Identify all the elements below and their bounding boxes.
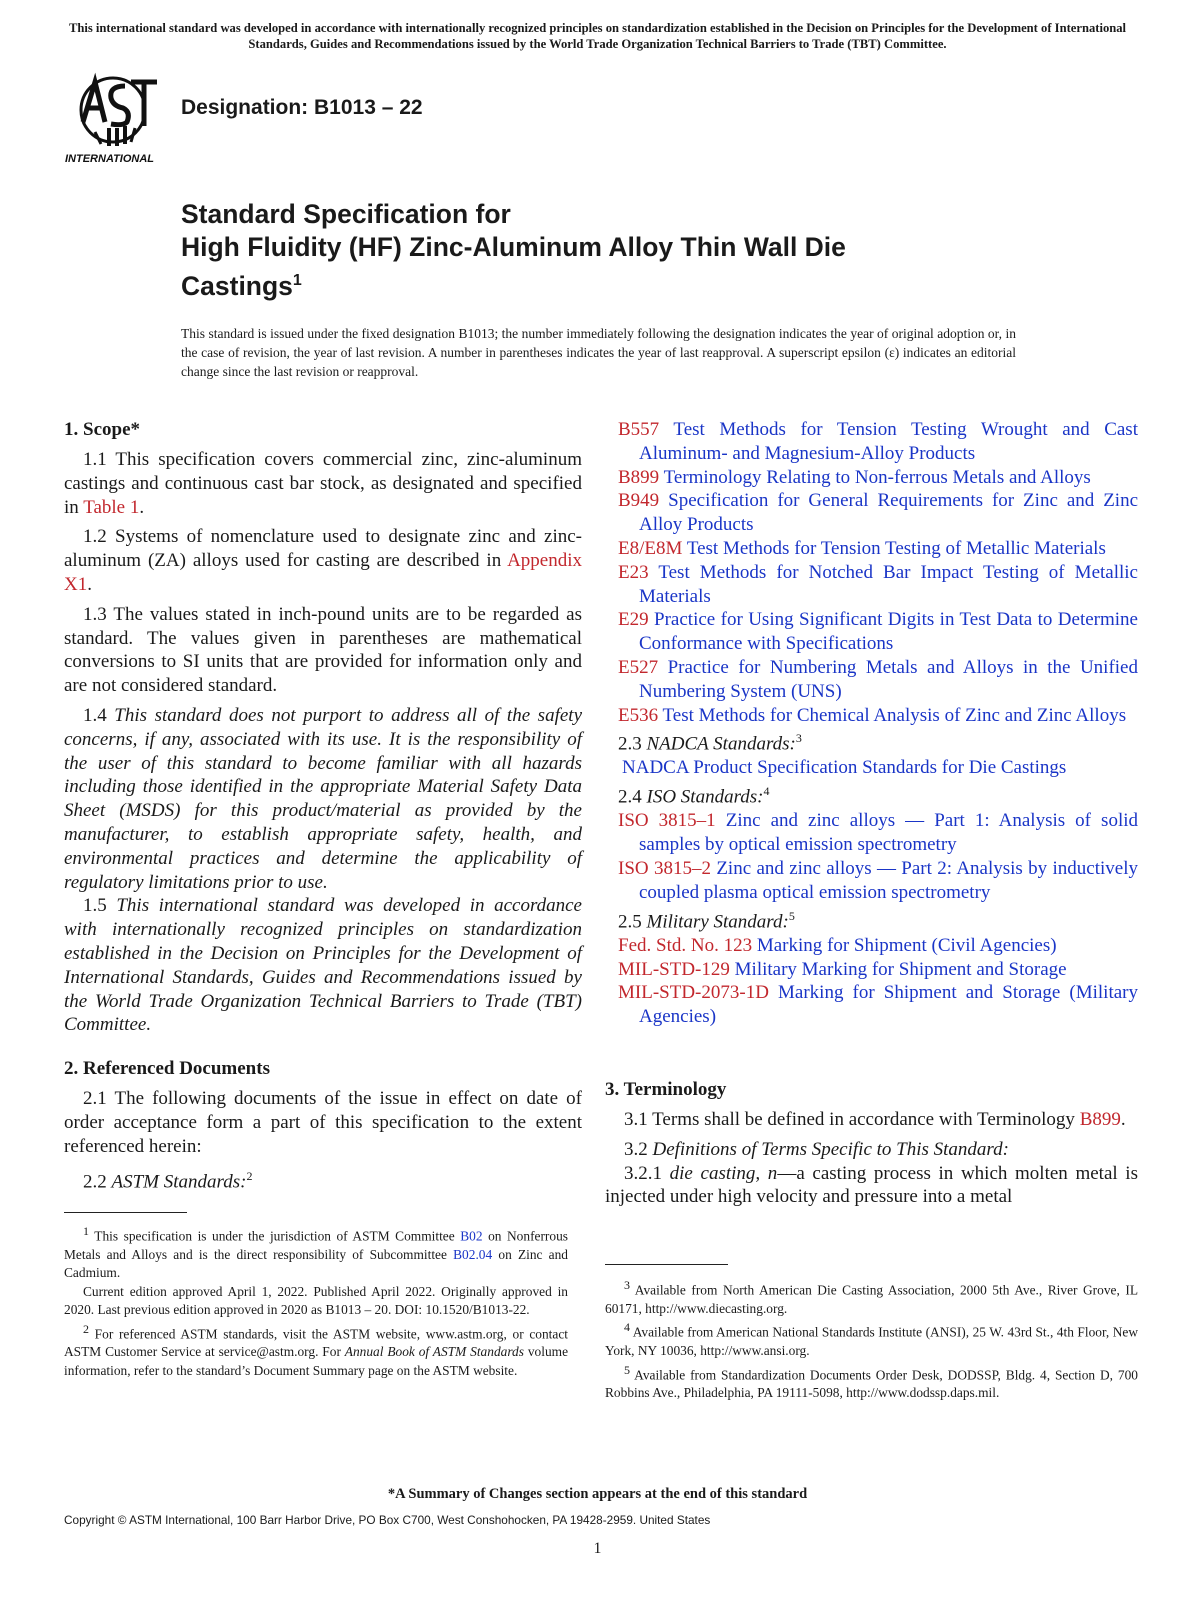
astm-standard-title-link[interactable]: Practice for Numbering Metals and Alloys in the Unified Numbering System (UNS): [639, 656, 1138, 702]
footnote-5-text: Available from Standardization Documents Order Desk, DODSSP, Bldg. 4, Section D, 700 Robbins Ave., Philadelphia, PA 19111-5098, http://www.dodssp.daps.mil.: [605, 1367, 1138, 1401]
footnote-3-mark-bottom: 3: [624, 1278, 630, 1292]
footnote-1-mark: 1: [83, 1224, 89, 1238]
iso-standards-label: ISO Standards:: [646, 786, 764, 808]
astm-logo-graphic: [65, 72, 169, 168]
footnote-divider-right: [605, 1264, 728, 1265]
referenced-2-3: [618, 727, 1138, 756]
astm-standards-list: [618, 418, 1138, 727]
astm-standard-title-link[interactable]: Test Methods for Notched Bar Impact Testing of Metallic Materials: [639, 561, 1138, 607]
title-line-2: High Fluidity (HF) Zinc-Aluminum Alloy Thin Wall Die: [181, 232, 846, 262]
footnote-1: [64, 1222, 568, 1283]
footnote-2-mark: 2: [246, 1168, 253, 1183]
referenced-2-5: [618, 905, 1138, 934]
military-standard-label: Military Standard:: [646, 910, 789, 932]
footnote-1-edition: Current edition approved April 1, 2022. Published April 2022. Originally approved in 2020. Last previous edition approved in 2020 as B1013 – 20. DOI: 10.1520/B1013-22.: [64, 1283, 568, 1318]
referenced-2-2-num: 2.2: [83, 1170, 112, 1192]
scope-1-2-text: 1.2 Systems of nomenclature used to designate zinc and zinc-aluminum (ZA) alloys used for casting are described in: [64, 526, 582, 572]
footnotes-left: [64, 1222, 568, 1380]
terminology-3-1: 3.1 Terms shall be defined in accordance with Terminology B899.: [624, 1109, 1126, 1130]
astm-international-logo: [65, 72, 169, 168]
astm-standard-item: [618, 656, 1138, 704]
astm-standard-code-link[interactable]: E536: [618, 704, 659, 726]
terminology-section: [605, 1078, 1138, 1215]
military-standard-title-link[interactable]: Military Marking for Shipment and Storage: [734, 958, 1067, 980]
astm-standard-code-link[interactable]: E29: [618, 609, 649, 631]
military-standard-item: [618, 981, 1138, 1029]
astm-standard-title-link[interactable]: Terminology Relating to Non-ferrous Metals and Alloys: [663, 466, 1091, 488]
iso-standard-title-link[interactable]: Zinc and zinc alloys — Part 2: Analysis by inductively coupled plasma optical emission spectrometry: [639, 858, 1138, 903]
footnote-4-text: Available from American National Standards Institute (ANSI), 25 W. 43rd St., 4th Floor, New York, NY 10036, http://www.ansi.org.: [605, 1324, 1138, 1359]
footnote-2-text-b: volume information, refer to the standard’s Document Summary page on the ASTM website.: [64, 1344, 569, 1378]
footnote-5-mark: 5: [788, 908, 795, 923]
referenced-2-5-num: 2.5: [618, 910, 647, 932]
referenced-2-1: 2.1 The following documents of the issue in effect on date of order acceptance form a part of this specification to the extent referenced herein:: [64, 1088, 582, 1157]
astm-standard-item: [618, 489, 1138, 537]
iso-standards-list: [618, 809, 1138, 904]
title-line-3: [181, 264, 1061, 303]
footnote-4: [605, 1318, 1138, 1360]
page-number: 1: [593, 1540, 602, 1557]
scope-1-5-text: This international standard was developed in accordance with internationally recognized principles on standardization established in the Decision on Principles for the Development of International Standards, Guides and Recommendations issued by the World Trade Organization Technical Barriers to Trade (TBT) Committee.: [64, 895, 582, 1036]
astm-standard-item: [618, 704, 1138, 728]
scope-1-1: 1.1 This specification covers commercial zinc, zinc-aluminum castings and continuous cast bar stock, as designated and specified in Table 1.: [64, 449, 582, 518]
footnote-3-mark: 3: [795, 731, 802, 746]
astm-standard-code-link[interactable]: B557: [618, 419, 660, 440]
terminology-3-2-1: [605, 1162, 1138, 1210]
footnote-2-mark-bottom: 2: [83, 1321, 89, 1336]
footnote-3: [605, 1276, 1138, 1318]
footnote-5: [605, 1361, 1138, 1403]
astm-standard-item: [618, 418, 1138, 466]
military-standard-title-link[interactable]: Marking for Shipment and Storage (Military Agencies): [639, 982, 1138, 1028]
copyright-line: Copyright © ASTM International, 100 Barr Harbor Drive, PO Box C700, West Conshohocken, PA 19428-2959. United States: [64, 1513, 711, 1527]
astm-standard-item: [618, 537, 1138, 561]
table-1-link[interactable]: Table 1: [83, 496, 140, 518]
scope-1-4: [64, 704, 582, 894]
logo-text: INTERNATIONAL: [65, 153, 155, 165]
astm-standard-item: [618, 561, 1138, 609]
footnote-1-text-a: This specification is under the jurisdiction of ASTM Committee: [89, 1228, 461, 1244]
military-standards-list: [618, 934, 1138, 1029]
title-footnote-mark: 1: [292, 272, 302, 289]
footnote-1-text-c: on Zinc and Cadmium.: [64, 1246, 569, 1281]
scope-1-3: 1.3 The values stated in inch-pound units are to be regarded as standard. The values given in parentheses are mathematical conversions to SI units that are provided for information only and are not considered standard.: [64, 603, 582, 697]
astm-standard-title-link[interactable]: Test Methods for Chemical Analysis of Zinc and Zinc Alloys: [662, 704, 1127, 726]
nadca-spec-link[interactable]: NADCA Product Specification Standards for Die Castings: [622, 757, 1067, 779]
b02-link[interactable]: B02: [460, 1228, 483, 1244]
referenced-2-2: [64, 1165, 582, 1194]
military-standard-item: [618, 934, 1138, 958]
footnote-4-mark: 4: [763, 784, 770, 799]
scope-1-4-text: This standard does not purport to address all of the safety concerns, if any, associated with its use. It is the responsibility of the user of this standard to become familiar with all hazards including those identified in the appropriate Material Safety Data Sheet (MSDS) for this product/material as provided by the manufacturer, to establish appropriate safety, health, and environmental practices and determine the applicability of regulatory limitations prior to use.: [64, 704, 582, 893]
iso-standard-code-link[interactable]: ISO 3815–1: [618, 810, 716, 832]
scope-heading: 1. Scope*: [64, 419, 140, 440]
scope-1-2: 1.2 Systems of nomenclature used to designate zinc and zinc-aluminum (ZA) alloys used for casting are described in Appendix X1.: [64, 526, 582, 595]
scope-1-1-text: 1.1 This specification covers commercial zinc, zinc-aluminum castings and continuous cast bar stock, as designated and specified in: [64, 449, 582, 518]
nadca-standards-label: NADCA Standards:: [646, 733, 796, 755]
footnote-2: [64, 1320, 568, 1381]
military-standard-code-link[interactable]: Fed. Std. No. 123: [618, 934, 753, 956]
footnote-divider-left: [64, 1212, 187, 1213]
scope-1-4-num: 1.4: [83, 704, 115, 726]
footnotes-right: [605, 1276, 1138, 1403]
terminology-3-2-1-num: 3.2.1: [624, 1162, 670, 1184]
die-casting-definition: —a casting process in which molten metal is injected under high velocity and pressure into a metal: [605, 1162, 1138, 1208]
intro-paragraph: This standard is issued under the fixed designation B1013; the number immediately following the designation indicates the year of original adoption or, in the case of revision, the year of last revision. A number in parentheses indicates the year of last reapproval. A superscript epsilon (ε) indicates an editorial change since the last revision or reapproval.: [181, 326, 1016, 379]
military-standard-code-link[interactable]: MIL-STD-129: [618, 958, 730, 980]
referenced-documents-heading: 2. Referenced Documents: [64, 1058, 270, 1080]
iso-standard-item: [618, 809, 1138, 857]
astm-standard-code-link[interactable]: B949: [618, 490, 660, 512]
military-standard-code-link[interactable]: MIL-STD-2073-1D: [618, 982, 769, 1004]
footnote-2-text-a: For referenced ASTM standards, visit the ASTM website, www.astm.org, or contact ASTM Customer Service at service@astm.org. For: [64, 1325, 568, 1360]
iso-standard-item: [618, 857, 1138, 905]
footnote-5-mark-bottom: 5: [624, 1362, 630, 1377]
title-line-3-text: Castings: [181, 270, 293, 301]
footnote-3-text: Available from North American Die Casting Association, 2000 5th Ave., River Grove, IL 60171, http://www.diecasting.org.: [605, 1282, 1138, 1316]
summary-of-changes-note: *A Summary of Changes section appears at the end of this standard: [387, 1486, 808, 1502]
header-notice: This international standard was developed in accordance with internationally recognized principles on standardization established in the Decision on Principles for the Development of International Standards, Guides and Recommendations issued by the World Trade Organization Technical Barriers to Trade (TBT) Committee.: [68, 21, 1127, 51]
scope-1-5-num: 1.5: [83, 895, 117, 917]
title-line-1: Standard Specification for: [181, 199, 511, 229]
left-column: [64, 418, 582, 1200]
astm-standard-code-link[interactable]: E23: [618, 561, 649, 583]
iso-standard-code-link[interactable]: ISO 3815–2: [618, 858, 711, 879]
astm-standard-code-link[interactable]: B899: [618, 466, 660, 488]
referenced-2-4-num: 2.4: [618, 786, 647, 808]
b899-link[interactable]: B899: [1079, 1109, 1121, 1130]
referenced-2-3-num: 2.3: [618, 733, 647, 755]
astm-standard-code-link[interactable]: E527: [618, 656, 659, 678]
terminology-heading: 3. Terminology: [605, 1079, 727, 1100]
military-standard-item: [618, 958, 1138, 982]
die-casting-term: die casting, n: [669, 1162, 778, 1184]
referenced-2-4: [618, 780, 1138, 809]
b02-04-link[interactable]: B02.04: [453, 1246, 493, 1262]
astm-standard-title-link[interactable]: Test Methods for Tension Testing Wrought and Cast Aluminum- and Magnesium-Alloy Products: [639, 419, 1138, 464]
astm-standard-title-link[interactable]: Specification for General Requirements for Zinc and Zinc Alloy Products: [639, 490, 1139, 536]
terminology-3-2-text: Definitions of Terms Specific to This Standard:: [652, 1138, 1009, 1160]
astm-standard-title-link[interactable]: Practice for Using Significant Digits in Test Data to Determine Conformance with Specifications: [639, 609, 1138, 655]
astm-standard-item: [618, 608, 1138, 656]
designation: Designation: B1013 – 22: [181, 96, 423, 119]
terminology-3-1-text: 3.1 Terms shall be defined in accordance with Terminology: [624, 1109, 1080, 1130]
document-title: [181, 198, 1061, 303]
astm-standards-label: ASTM Standards:: [111, 1170, 247, 1192]
terminology-3-2-num: 3.2: [624, 1138, 653, 1160]
footnote-4-mark-bottom: 4: [624, 1320, 630, 1335]
astm-standard-code-link[interactable]: E8/E8M: [618, 537, 683, 559]
astm-standard-title-link[interactable]: Test Methods for Tension Testing of Metallic Materials: [686, 537, 1106, 559]
appendix-x1-link[interactable]: Appendix X1: [64, 550, 582, 595]
footnote-1-text-b: on Nonferrous Metals and Alloys and is the direct responsibility of Subcommittee: [64, 1228, 568, 1262]
scope-1-5: [64, 894, 582, 1037]
footnote-2-annual-book: Annual Book of ASTM Standards: [344, 1344, 524, 1360]
right-column: [618, 418, 1138, 1029]
terminology-3-2: [605, 1138, 1138, 1162]
military-standard-title-link[interactable]: Marking for Shipment (Civil Agencies): [756, 934, 1057, 956]
iso-standard-title-link[interactable]: Zinc and zinc alloys — Part 1: Analysis of solid samples by optical emission spectrometry: [639, 810, 1138, 856]
astm-standard-item: [618, 466, 1138, 490]
